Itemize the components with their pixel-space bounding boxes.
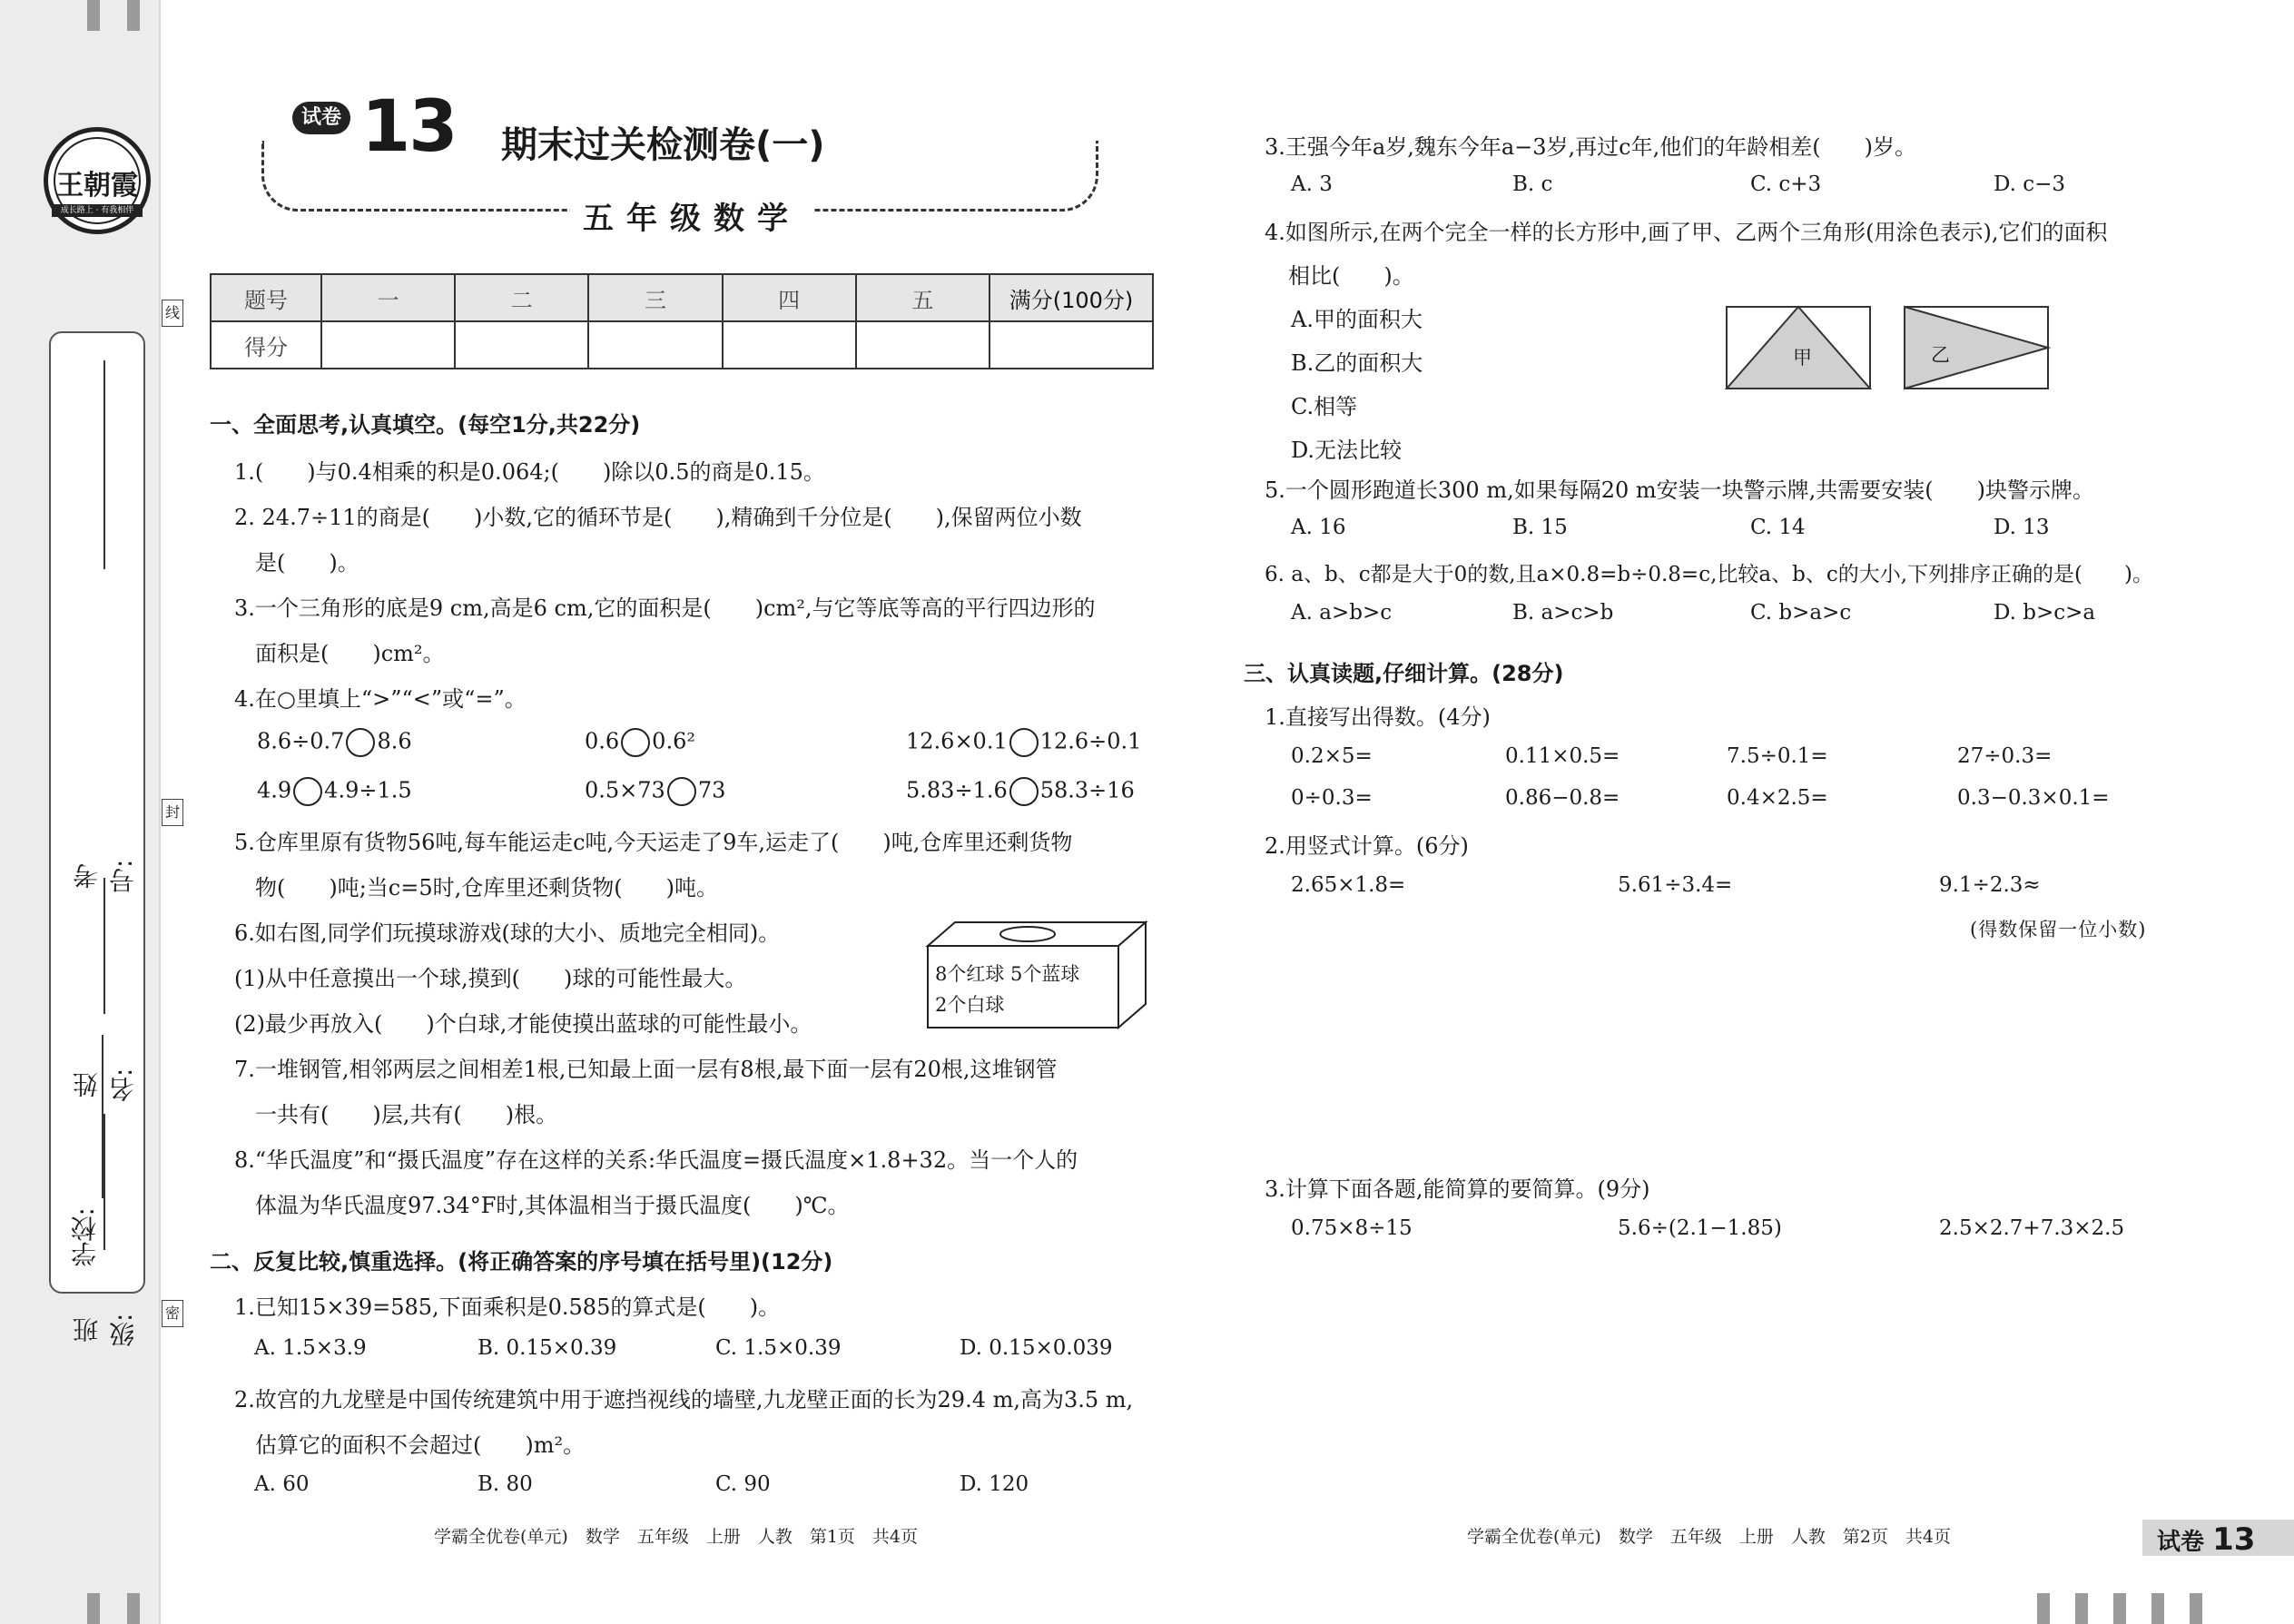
compare-item [585, 728, 695, 757]
score-table [210, 273, 1154, 369]
class-line[interactable] [103, 1114, 105, 1250]
s1-q8b: 体温为华氏温度97.34°F时,其体温相当于摄氏温度( )℃。 [255, 1193, 850, 1218]
s3-q1-item: 0÷0.3= [1291, 786, 1373, 810]
seal-mark-line: 线 [162, 300, 183, 327]
score-row-label: 得分 [211, 321, 321, 369]
school-line[interactable] [102, 1035, 103, 1198]
s3-q2: 2.用竖式计算。(6分) [1265, 833, 1469, 859]
compare-item [257, 728, 412, 757]
s2-q5: 5.一个圆形跑道长300 m,如果每隔20 m安装一块警示牌,共需要安装( )块警示牌。 [1265, 477, 2095, 503]
s2-q6-opt: A. a>b>c [1291, 601, 1393, 625]
s2-q4b: 相比( )。 [1288, 263, 1414, 289]
s3-q2-item: 5.61÷3.4= [1618, 873, 1733, 897]
s2-q5-opt: D. 13 [1994, 516, 2050, 539]
s2-q4-opt: B.乙的面积大 [1291, 350, 1423, 376]
compare-right: 73 [697, 777, 726, 803]
box-label-line2: 2个白球 [935, 994, 1005, 1016]
compare-item [906, 728, 1141, 757]
s3-q1-item: 0.3−0.3×0.1= [1957, 786, 2110, 810]
s3-q2-note: (得数保留一位小数) [1970, 919, 2147, 940]
compare-circle[interactable] [1009, 728, 1039, 757]
bottom-mark [2075, 1593, 2088, 1624]
s1-q4: 4.在○里填上“>”“<”或“=”。 [234, 686, 527, 712]
s1-q6-1: (1)从中任意摸出一个球,摸到( )球的可能性最大。 [234, 966, 747, 991]
s2-q4-opt: A.甲的面积大 [1291, 307, 1423, 332]
bottom-mark [2190, 1593, 2202, 1624]
score-header-cell: 一 [321, 274, 455, 321]
compare-right: 12.6÷0.1 [1039, 728, 1142, 754]
s2-q1-opt: D. 0.15×0.039 [960, 1336, 1113, 1360]
s2-q6: 6. a、b、c都是大于0的数,且a×0.8=b÷0.8=c,比较a、b、c的大小,下列排序正确的是( )。 [1265, 563, 2153, 586]
s2-q4a: 4.如图所示,在两个完全一样的长方形中,画了甲、乙两个三角形(用涂色表示),它们的面积 [1265, 220, 2108, 245]
s1-q2a: 2. 24.7÷11的商是( )小数,它的循环节是( ),精确到千分位是( ),保留两位小数 [234, 505, 1082, 530]
score-header-cell: 二 [455, 274, 588, 321]
s1-q7a: 7.一堆钢管,相邻两层之间相差1根,已知最上面一层有8根,最下面一层有20根,这堆钢管 [234, 1057, 1058, 1082]
s3-q1-item: 7.5÷0.1= [1727, 744, 1828, 768]
name-label: 姓名: [72, 1068, 138, 1102]
compare-item [257, 777, 412, 806]
s3-q1: 1.直接写出得数。(4分) [1265, 704, 1491, 730]
s2-q6-opt: C. b>a>c [1750, 601, 1852, 625]
bottom-mark [2151, 1593, 2164, 1624]
score-cell[interactable] [321, 321, 455, 369]
s1-q1: 1.( )与0.4相乘的积是0.064;( )除以0.5的商是0.15。 [234, 459, 825, 485]
s1-q3a: 3.一个三角形的底是9 cm,高是6 cm,它的面积是( )cm²,与它等底等高的平行四边形的 [234, 595, 1096, 621]
s2-q2b: 估算它的面积不会超过( )m²。 [255, 1432, 586, 1458]
school-label: 学校: [70, 1207, 100, 1267]
s2-q1-opt: C. 1.5×0.39 [715, 1336, 842, 1360]
corner-number: 13 [2212, 1521, 2256, 1558]
score-table-score-row [211, 321, 1153, 369]
s2-q3-opt: A. 3 [1291, 172, 1333, 196]
exam-no-label: 考号: [72, 859, 138, 893]
paper-title: 期末过关检测卷(一) [501, 124, 825, 166]
s2-q2a: 2.故宫的九龙壁是中国传统建筑中用于遮挡视线的墙壁,九龙壁正面的长为29.4 m,高为3.5 m, [234, 1387, 1134, 1412]
s1-q7b: 一共有( )层,共有( )根。 [255, 1102, 558, 1127]
bottom-mark [127, 1593, 140, 1624]
bottom-mark [2113, 1593, 2126, 1624]
compare-circle[interactable] [621, 728, 650, 757]
class-label: 班级: [72, 1313, 138, 1347]
s3-q1-item: 0.2×5= [1291, 744, 1373, 768]
top-mark [87, 0, 100, 31]
s1-q6: 6.如右图,同学们玩摸球游戏(球的大小、质地完全相同)。 [234, 920, 781, 946]
s2-q2-opt: B. 80 [478, 1472, 533, 1496]
compare-right: 8.6 [377, 728, 412, 754]
score-table-header-row [211, 274, 1153, 321]
s1-q3b: 面积是( )cm²。 [255, 641, 445, 666]
s2-q3-opt: D. c−3 [1994, 172, 2066, 196]
s1-q5a: 5.仓库里原有货物56吨,每车能运走c吨,今天运走了9车,运走了( )吨,仓库里还剩货物 [234, 830, 1073, 855]
footer-right: 学霸全优卷(单元) 数学 五年级 上册 人教 第2页 共4页 [1467, 1527, 1952, 1547]
s3-q1-item: 27÷0.3= [1957, 744, 2053, 768]
s1-q2b: 是( )。 [255, 550, 359, 576]
s3-q3: 3.计算下面各题,能简算的要简算。(9分) [1265, 1176, 1650, 1202]
s3-q1-item: 0.11×0.5= [1505, 744, 1620, 768]
s2-q3-opt: C. c+3 [1750, 172, 1822, 196]
s2-q1-opt: A. 1.5×3.9 [254, 1336, 367, 1360]
top-mark [127, 0, 140, 31]
s3-q2-item: 2.65×1.8= [1291, 873, 1406, 897]
compare-left: 12.6×0.1 [906, 728, 1008, 754]
logo-banner: 成长路上 · 有我相伴 [52, 204, 143, 217]
s3-q3-item: 0.75×8÷15 [1291, 1216, 1413, 1240]
compare-item [906, 777, 1135, 806]
footer-left: 学霸全优卷(单元) 数学 五年级 上册 人教 第1页 共4页 [434, 1527, 919, 1547]
s2-q3-opt: B. c [1512, 172, 1553, 196]
seal-mark-seal: 封 [162, 799, 183, 826]
compare-left: 8.6÷0.7 [257, 728, 345, 754]
compare-circle[interactable] [667, 777, 696, 806]
seal-mark-secret: 密 [162, 1300, 183, 1327]
paper-number: 13 [361, 86, 457, 168]
s1-q8a: 8.“华氏温度”和“摄氏温度”存在这样的关系:华氏温度=摄氏温度×1.8+32。当一个人的 [234, 1147, 1078, 1173]
s1-q6-2: (2)最少再放入( )个白球,才能使摸出蓝球的可能性最小。 [234, 1011, 812, 1037]
name-line[interactable] [103, 878, 105, 1014]
gutter-divider [159, 0, 161, 1624]
s3-q3-item: 5.6÷(2.1−1.85) [1618, 1216, 1782, 1240]
compare-circle[interactable] [346, 728, 375, 757]
score-cell[interactable] [856, 321, 989, 369]
bottom-mark [87, 1593, 100, 1624]
compare-right: 4.9÷1.5 [324, 777, 412, 803]
compare-item [585, 777, 725, 806]
s2-q3: 3.王强今年a岁,魏东今年a−3岁,再过c年,他们的年龄相差( )岁。 [1265, 134, 1916, 160]
section3-heading: 三、认真读题,仔细计算。(28分) [1244, 661, 1564, 686]
corner-label-text: 试卷 [2157, 1529, 2205, 1556]
score-header-cell: 五 [856, 274, 989, 321]
s3-q1-item: 0.4×2.5= [1727, 786, 1828, 810]
s2-q2-opt: C. 90 [715, 1472, 771, 1496]
s2-q1-opt: B. 0.15×0.39 [478, 1336, 617, 1360]
triangle-label-jia: 甲 [1793, 347, 1812, 369]
section1-heading: 一、全面思考,认真填空。(每空1分,共22分) [210, 412, 641, 438]
box-label-line1: 8个红球 5个蓝球 [935, 963, 1080, 985]
s2-q4-opt: D.无法比较 [1291, 438, 1403, 463]
logo-text: 王朝霞 [56, 170, 138, 202]
s2-q4-opt: C.相等 [1291, 394, 1358, 419]
triangle-label-yi: 乙 [1931, 344, 1950, 366]
score-cell[interactable] [989, 321, 1153, 369]
s2-q5-opt: A. 16 [1291, 516, 1346, 539]
score-header-cell: 题号 [211, 274, 321, 321]
score-cell[interactable] [455, 321, 588, 369]
s2-q2-opt: D. 120 [960, 1472, 1029, 1496]
bottom-mark [2037, 1593, 2050, 1624]
compare-left: 4.9 [257, 777, 292, 803]
s2-q5-opt: B. 15 [1512, 516, 1568, 539]
corner-label [2157, 1521, 2255, 1558]
s2-q2-opt: A. 60 [254, 1472, 310, 1496]
score-header-cell: 四 [723, 274, 856, 321]
paper-tag: 试卷 [292, 102, 350, 134]
s2-q6-opt: D. b>c>a [1994, 601, 2096, 625]
score-cell[interactable] [588, 321, 722, 369]
s2-q1: 1.已知15×39=585,下面乘积是0.585的算式是( )。 [234, 1294, 781, 1320]
compare-left: 0.5×73 [585, 777, 665, 803]
exam-no-line[interactable] [103, 360, 105, 569]
s3-q2-item: 9.1÷2.3≈ [1939, 873, 2041, 897]
s3-q1-item: 0.86−0.8= [1505, 786, 1620, 810]
compare-circle[interactable] [293, 777, 322, 806]
s1-q5b: 物( )吨;当c=5时,仓库里还剩货物( )吨。 [255, 875, 718, 901]
compare-left: 0.6 [585, 728, 620, 754]
score-header-cell: 满分(100分) [989, 274, 1153, 321]
s2-q5-opt: C. 14 [1750, 516, 1806, 539]
triangle-figure [1725, 305, 2052, 392]
s2-q6-opt: B. a>c>b [1512, 601, 1614, 625]
compare-left: 5.83÷1.6 [906, 777, 1008, 803]
score-cell[interactable] [723, 321, 856, 369]
score-header-cell: 三 [588, 274, 722, 321]
compare-right: 58.3÷16 [1039, 777, 1135, 803]
publisher-logo [44, 127, 151, 234]
student-info-box [49, 331, 145, 1347]
paper-subtitle: 五年级数学 [570, 193, 813, 238]
section2-heading: 二、反复比较,慎重选择。(将正确答案的序号填在括号里)(12分) [210, 1249, 833, 1275]
compare-circle[interactable] [1009, 777, 1039, 806]
s3-q3-item: 2.5×2.7+7.3×2.5 [1939, 1216, 2125, 1240]
compare-right: 0.6² [652, 728, 695, 754]
